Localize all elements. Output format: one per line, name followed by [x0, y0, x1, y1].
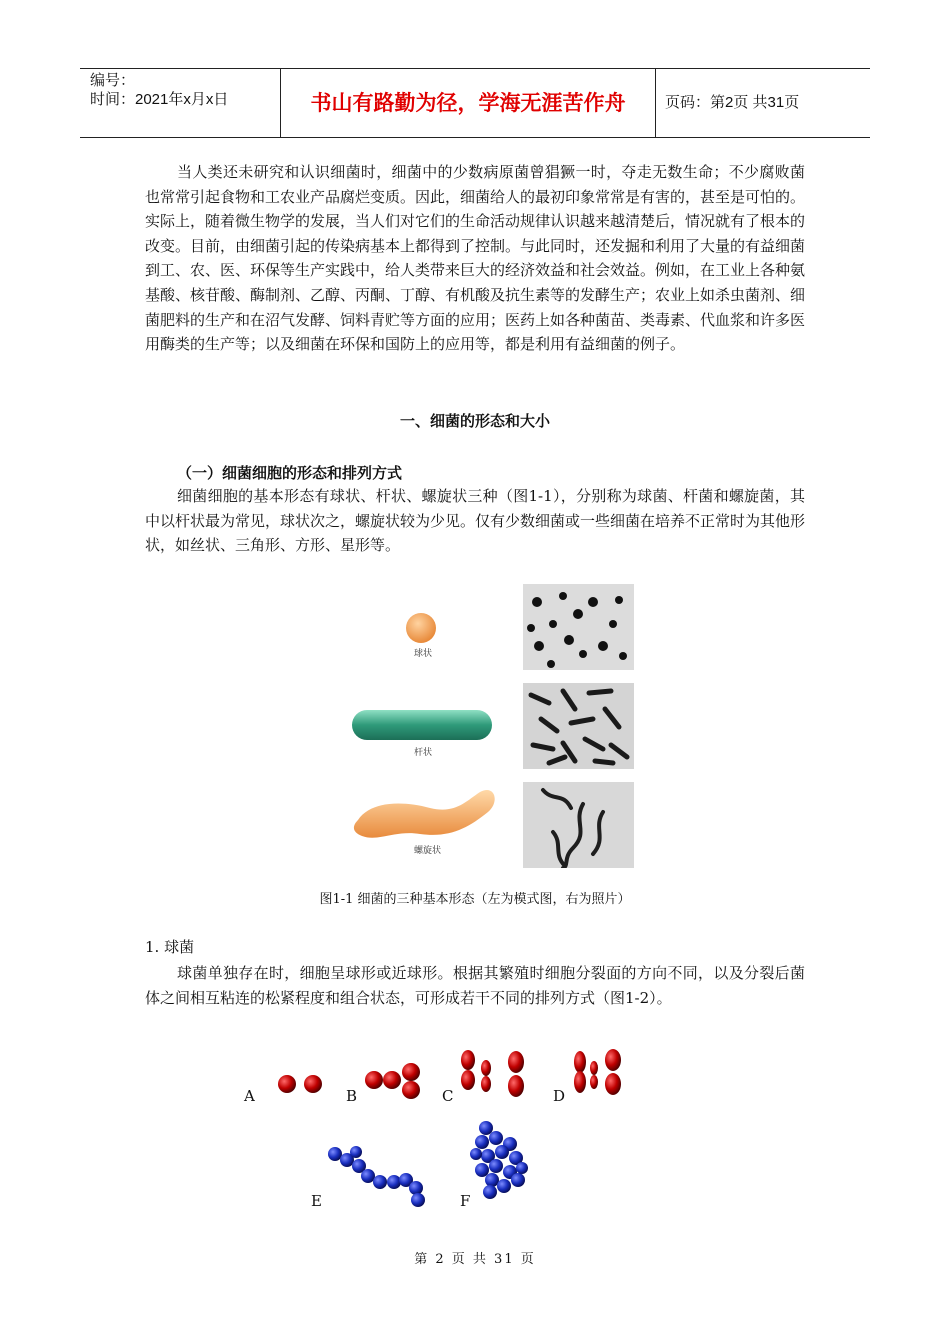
cluster-d-group [574, 1049, 621, 1095]
item1-title: 1. 球菌 [145, 938, 195, 956]
figure-label-c: C [442, 1087, 454, 1105]
figure-label-f: F [460, 1192, 471, 1210]
figure-label-d: D [553, 1087, 566, 1105]
bacillus-photo [523, 683, 634, 769]
figure-label-e: E [311, 1192, 322, 1210]
coccus-model [406, 613, 436, 643]
bacillus-model [352, 710, 492, 740]
page-footer: 第 2 页 共 31 页 [414, 1252, 536, 1267]
coccus-paragraph: 球菌单独存在时，细胞呈球形或近球形。根据其繁殖时细胞分裂面的方向不同，以及分裂后菌体之间相互粘连的松紧程度和组合状态，可形成若干不同的排列方式（图1-2）。 [145, 964, 805, 1007]
figure-label-b: B [346, 1087, 358, 1105]
number-label: 编号： [90, 72, 136, 89]
sarcina-group [461, 1050, 524, 1097]
time-label: 时间：2021年x月x日 [90, 91, 229, 108]
coccus-block [145, 961, 805, 1010]
streptococcus-chain [328, 1146, 425, 1207]
diplococcus-group [278, 1075, 322, 1093]
figure-label-a: A [244, 1087, 255, 1105]
motto-text: 书山有路勤为径，学海无涯苦作舟 [310, 91, 626, 115]
spirillum-model [354, 790, 495, 838]
subsection-title: （一）细菌细胞的形态和排列方式 [177, 464, 403, 482]
coccus-photo [523, 584, 634, 670]
section-title: 一、细菌的形态和大小 [399, 412, 550, 430]
staphylococcus-cluster [470, 1121, 528, 1199]
page-info: 页码：第2页 共31页 [665, 94, 800, 111]
morphology-paragraph: 细菌细胞的基本形态有球状、杆状、螺旋状三种（图1-1），分别称为球菌、杆菌和螺旋菌，其中以杆状最为常见，球状次之，螺旋状较为少见。仅有少数细菌或一些细菌在培养不正常时为其他形状，如丝状、三角形、方形、星形等。 [145, 487, 806, 555]
tetrad-group [365, 1063, 420, 1099]
coccus-label: 球状 [414, 649, 433, 659]
bacillus-label: 杆状 [414, 748, 433, 758]
intro-paragraph: 当人类还未研究和认识细菌时，细菌中的少数病原菌曾猖獗一时，夺走无数生命；不少腐败菌也常常引起食物和工农业产品腐烂变质。因此，细菌给人的最初印象常常是有害的，甚至是可怕的。实际上，随着微生物学的发展，当人们对它们的生命活动规律认识越来越清楚后，情况就有了根本的改变。目前，由细菌引起的传染病基本上都得到了控制。与此同时，还发掘和利用了大量的有益细菌到工、农、医、环保等生产实践中，给人类带来巨大的经济效益和社会效益。例如，在工业上各种氨基酸、核苷酸、酶制剂、乙醇、丙酮、丁醇、有机酸及抗生素等的发酵生产；农业上如杀虫菌剂、细菌肥料的生产和在沼气发酵、饲料青贮等方面的应用；医药上如各种菌苗、类毒素、代血浆和许多医用酶类的生产等；以及细菌在环保和国防上的应用等，都是利用有益细菌的例子。 [145, 163, 806, 354]
figure-1-1-caption: 图1-1 细菌的三种基本形态（左为模式图，右为照片） [319, 892, 631, 907]
header-left-cell [80, 69, 280, 137]
morphology-block [145, 484, 805, 558]
intro-block [145, 160, 805, 357]
header-motto-cell [280, 69, 656, 137]
spirillum-label: 螺旋状 [414, 846, 442, 856]
spirillum-photo [523, 782, 634, 868]
figure-1-2 [270, 1040, 650, 1210]
page-header [80, 68, 870, 138]
